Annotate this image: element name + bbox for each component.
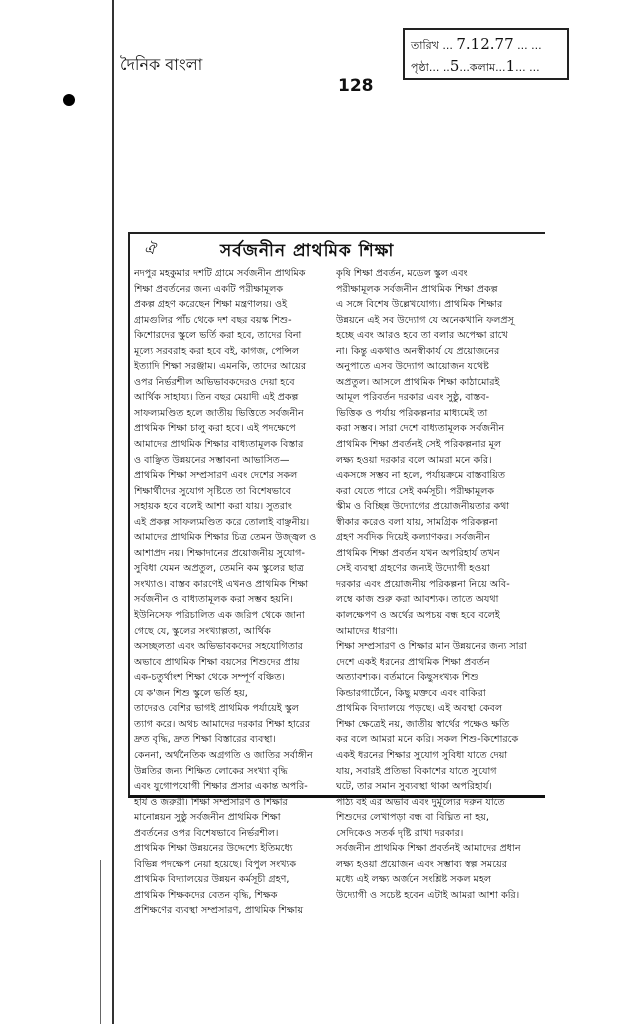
text-line: প্রাথমিক শিক্ষকদের বেতন বৃদ্ধি, শিক্ষক xyxy=(134,889,278,901)
text-line: আশাপ্রদ নয়। শিক্ষাদানের প্রয়োজনীয় সুযোগ- xyxy=(134,547,305,559)
text-line: গ্রামগুলির পাঁচ থেকে দশ বছর বয়স্ক শিশু- xyxy=(134,314,292,326)
text-line: এ সঙ্গে বিশেষ উল্লেখযোগ্য। প্রাথমিক শিক্ষার xyxy=(336,299,503,311)
text-line: প্রাথমিক শিক্ষা চালু করা হবে। এই পদক্ষেপে xyxy=(134,423,296,435)
date-stamp xyxy=(403,28,569,80)
text-line: কৃষি শিক্ষা প্রবর্তন, মডেল স্কুল এবং xyxy=(336,268,468,279)
text-line: শিশুদের লেখাপড়া বন্ধ বা বিঘ্নিত না হয়, xyxy=(336,812,489,824)
text-line: ঘটে, তার সমান সুব্যবস্থা থাকা অপরিহার্য। xyxy=(336,781,492,793)
text-line: যায়, সবারই প্রতিভা বিকাশের যাতে সুযোগ xyxy=(336,765,497,777)
handwritten-mark: ঐ xyxy=(144,242,156,258)
title-band xyxy=(130,232,545,264)
text-line: একসঙ্গে সম্ভব না হলে, পর্যায়ক্রমে বাস্তবায়িত xyxy=(336,470,506,482)
text-line: সর্বজনীন প্রাথমিক শিক্ষা প্রবর্তনই আমাদের প্রধান xyxy=(336,843,521,855)
text-line: সাফল্যমণ্ডিত হলে জাতীয় ভিত্তিতে সর্বজনীন xyxy=(134,407,304,419)
text-line: নদপুর মহকুমার দশটি গ্রামে সর্বজনীন প্রাথমিক xyxy=(134,268,306,279)
text-line: শিক্ষার্থীদের সুযোগ সৃষ্টিতে তা বিশেষভাবে xyxy=(134,485,291,497)
text-line: স্বীকার করেও বলা যায়, সামগ্রিক পরিকল্পনা xyxy=(336,516,498,528)
text-line: হচ্ছে এবং আরও হবে তা বলার অপেক্ষা রাখে xyxy=(336,330,508,342)
text-line: প্রকল্প গ্রহণ করেছেন শিক্ষা মন্ত্রণালয়। ওই xyxy=(134,299,288,311)
text-line: আমাদের ধারণা। xyxy=(336,625,398,637)
stamp-page-row: পৃষ্ঠা... ..5...কলাম...1... ... xyxy=(411,57,540,75)
text-line: মধ্যে এই লক্ষ্য অর্জনে সংশ্লিষ্ট সকল মহল xyxy=(336,874,492,886)
text-line: সেদিকেও সতর্ক দৃষ্টি রাখা দরকার। xyxy=(336,827,464,839)
article-title: সর্বজনীন প্রাথমিক শিক্ষা xyxy=(220,241,395,261)
text-line: না। কিন্তু একথাও অনস্বীকার্য যে প্রয়োজনের xyxy=(336,345,500,357)
text-line: কিন্ডারগার্টেনে, কিছু মক্তবে এবং বাকিরা xyxy=(336,687,486,699)
text-line: বিভিন্ন পদক্ষেপ নেয়া হয়েছে। বিপুল সংখ্যক xyxy=(134,858,297,870)
text-line: উন্নয়নে এই সব উদ্যোগ যে অনেকখানি ফলপ্রসূ xyxy=(336,314,514,326)
text-line: প্রাথমিক বিদ্যালয়ের উন্নয়ন কর্মসূচী গ্রহণ, xyxy=(134,874,290,886)
text-line: করা যেতে পারে সেই কর্মসূচী। পরীক্ষামূলক xyxy=(336,485,495,497)
text-line: অপ্রতুল। আসলে প্রাথমিক শিক্ষা কাঠামোরই xyxy=(336,376,500,388)
text-line: এই প্রকল্প সাফল্যমণ্ডিত করে তোলাই বাঞ্ছনীয়। xyxy=(134,516,310,528)
date-value: 7.12.77 xyxy=(456,35,514,53)
text-line: আমূল পরিবর্তন দরকার এবং সুষ্ঠু, বাস্তব- xyxy=(336,392,490,404)
text-line: পরীক্ষামূলক সর্বজনীন প্রাথমিক শিক্ষা প্রকল্প xyxy=(336,283,498,295)
text-line: দ্রুত বৃদ্ধি, দ্রুত শিক্ষা বিস্তারের ব্যবস্থা। xyxy=(134,734,276,746)
text-line: এবং যুগোপযোগী শিক্ষার প্রসার একান্ত অপরি- xyxy=(134,781,308,793)
text-line: দরকার এবং প্রয়োজনীয় পরিকল্পনা নিয়ে অবি- xyxy=(336,578,510,590)
text-line: কালক্ষেপণ ও অর্থের অপচয় বন্ধ হবে বলেই xyxy=(336,610,500,622)
article-column-right xyxy=(336,266,544,903)
text-line: শিক্ষা সম্প্রসারণ ও শিক্ষার মান উন্নয়নের জন্য সারা xyxy=(336,641,527,653)
text-line: যে ক'জন শিশু স্কুলে ভর্তি হয়, xyxy=(134,687,248,699)
text-line: সর্বজনীন ও বাধ্যতামূলক করা সম্ভব হয়নি। xyxy=(134,594,293,606)
text-line: অত্যাবশ্যক। বর্তমানে কিছুসংখ্যক শিশু xyxy=(336,672,479,684)
text-line: এক-চতুর্থাংশ শিক্ষা থেকে সম্পূর্ণ বঞ্চিত। xyxy=(134,672,285,684)
column-label: কলাম xyxy=(469,61,496,74)
text-line: প্রাথমিক শিক্ষা প্রবর্তন যখন অপরিহার্য তখন xyxy=(336,547,500,559)
text-line: একই ধরনের শিক্ষার সুযোগ সুবিধা যাতে দেয়া xyxy=(336,749,508,761)
text-line: হার্য ও জরুরী। শিক্ষা সম্প্রসারণ ও শিক্ষার xyxy=(134,796,288,808)
column-value: 1 xyxy=(505,57,516,75)
text-line: তাদেরও বেশির ভাগই প্রাথমিক পর্যায়েই স্কুল xyxy=(134,703,299,715)
text-line: ভিত্তিক ও পর্যায় পরিকল্পনার মাধ্যমেই তা xyxy=(336,407,488,419)
newspaper-name: দৈনিক বাংলা xyxy=(120,55,203,74)
text-line: প্রাথমিক শিক্ষা প্রবর্তনই সেই পরিকল্পনার মূল xyxy=(336,439,502,451)
text-line: আর্থিক সাহায্য। তিন বছর মেয়াদী এই প্রকল্প xyxy=(134,392,299,404)
text-line: মূল্যে সরবরাহ করা হবে বই, কাগজ, পেন্সিল xyxy=(134,345,300,357)
text-line: মানোন্নয়ন সুষ্ঠু সর্বজনীন প্রাথমিক শিক্ষা xyxy=(134,812,281,824)
text-line: ও বাঞ্ছিত উন্নয়নের সম্ভাবনা আভাসিত— xyxy=(134,454,290,466)
text-line: প্রশিক্ষণের ব্যবস্থা সম্প্রসারণ, প্রাথমিক শিক্ষায় xyxy=(134,905,304,917)
text-line: স্কীম ও বিচ্ছিন্ন উদ্যোগের প্রয়োজনীয়তার কথা xyxy=(336,501,510,513)
text-line: ইত্যাদি শিক্ষা সরঞ্জাম। এমনকি, তাদের আয়ের xyxy=(134,361,307,373)
article-clipping xyxy=(128,232,545,917)
text-line: প্রাথমিক শিক্ষা সম্প্রসারণ এবং দেশের সকল xyxy=(134,470,298,482)
text-line: অসচ্ছলতা এবং অভিভাবকদের সহযোগিতার xyxy=(134,641,303,653)
text-line: গেছে যে, স্কুলের সংখ্যাল্পতা, আর্থিক xyxy=(134,625,271,637)
sheet-fold-line xyxy=(100,860,101,1024)
text-line: কিশোরদের স্কুলে ভর্তি করা হবে, তাদের বিনা xyxy=(134,330,302,342)
text-line: সেই ব্যবস্থা গ্রহণের জন্যই উদ্যোগী হওয়া xyxy=(336,563,490,575)
text-line: উন্নতির জন্য শিক্ষিত লোকের সংখ্যা বৃদ্ধি xyxy=(134,765,288,777)
sheet-left-edge xyxy=(112,0,114,1024)
stamp-date-row: তারিখ ... 7.12.77 ... ... xyxy=(411,35,542,53)
text-line: লম্বে কাজ শুরু করা আবশ্যক। তাতে অযথা xyxy=(336,594,499,606)
date-label: তারিখ xyxy=(411,39,439,52)
punch-hole-mark xyxy=(63,94,75,106)
text-line: পাঠ্য বই এর অভাব এবং দুর্মূল্যের দরুন যাতে xyxy=(336,796,505,808)
text-line: প্রবর্তনের ওপর বিশেষভাবে নির্ভরশীল। xyxy=(134,827,279,839)
text-line: সহায়ক হবে বলেই আশা করা যায়। সুতরাং xyxy=(134,501,292,513)
text-line: ত্যাগ করে। অথচ আমাদের দরকার শিক্ষা হারের xyxy=(134,718,311,730)
text-line: সুবিধা যেমন অপ্রতুল, তেমনি কম স্কুলের ছাত্র xyxy=(134,563,304,575)
text-line: অনুপাতে এসব উদ্যোগ আয়োজন যথেষ্ট xyxy=(336,361,489,373)
article-column-left xyxy=(134,266,334,919)
text-line: ওপর নির্ভরশীল অভিভাবকদেরও দেয়া হবে xyxy=(134,376,295,388)
page-value: 5 xyxy=(449,57,460,75)
text-line: উদ্যোগী ও সচেষ্ট হবেন এটাই আমরা আশা করি। xyxy=(336,889,520,901)
text-line: সংখ্যাও। বাস্তব কারণেই এখনও প্রাথমিক শিক্ষা xyxy=(134,578,309,590)
text-line: কেননা, অর্থনৈতিক অগ্রগতি ও জাতির সর্বাঙ্গীন xyxy=(134,749,313,761)
page-label: পৃষ্ঠা xyxy=(411,61,429,74)
archive-page-number: 128 xyxy=(338,76,374,96)
text-line: শিক্ষা প্রবর্তনের জন্য একটি পরীক্ষামূলক xyxy=(134,283,284,295)
text-line: প্রাথমিক শিক্ষা উন্নয়নের উদ্দেশ্যে ইতিমধ্যে xyxy=(134,843,293,855)
text-line: শিক্ষা ক্ষেত্রেই নয়, জাতীয় স্বার্থের পক্ষেও ক্ষতি xyxy=(336,718,510,730)
text-line: আমাদের প্রাথমিক শিক্ষার চিত্র তেমন উজ্জ্বল ও xyxy=(134,532,317,544)
text-line: গ্রহণ সর্বদিক দিয়েই কল্যাণকর। সর্বজনীন xyxy=(336,532,490,544)
text-line: অভাবে প্রাথমিক শিক্ষা বয়সের শিশুদের প্রায় xyxy=(134,656,300,668)
text-line: লক্ষ্য হওয়া দরকার বলে আমরা মনে করি। xyxy=(336,454,492,466)
text-line: প্রাথমিক বিদ্যালয়ে পড়ছে। এই অবস্থা কেবল xyxy=(336,703,503,715)
text-line: লক্ষ্য হওয়া প্রয়োজন এবং সম্ভাব্য স্বল্প সময়ের xyxy=(336,858,508,870)
text-line: কর বলে আমরা মনে করি। সকল শিশু-কিশোরকে xyxy=(336,734,519,746)
text-line: আমাদের প্রাথমিক শিক্ষার বাধ্যতামূলক বিস্তার xyxy=(134,439,304,451)
text-line: করা সম্ভব। সারা দেশে বাধ্যতামূলক সর্বজনীন xyxy=(336,423,505,435)
text-line: ইউনিসেফ পরিচালিত এক জরিপ থেকে জানা xyxy=(134,610,305,622)
text-line: দেশে একই ধরনের প্রাথমিক শিক্ষা প্রবর্তন xyxy=(336,656,490,668)
